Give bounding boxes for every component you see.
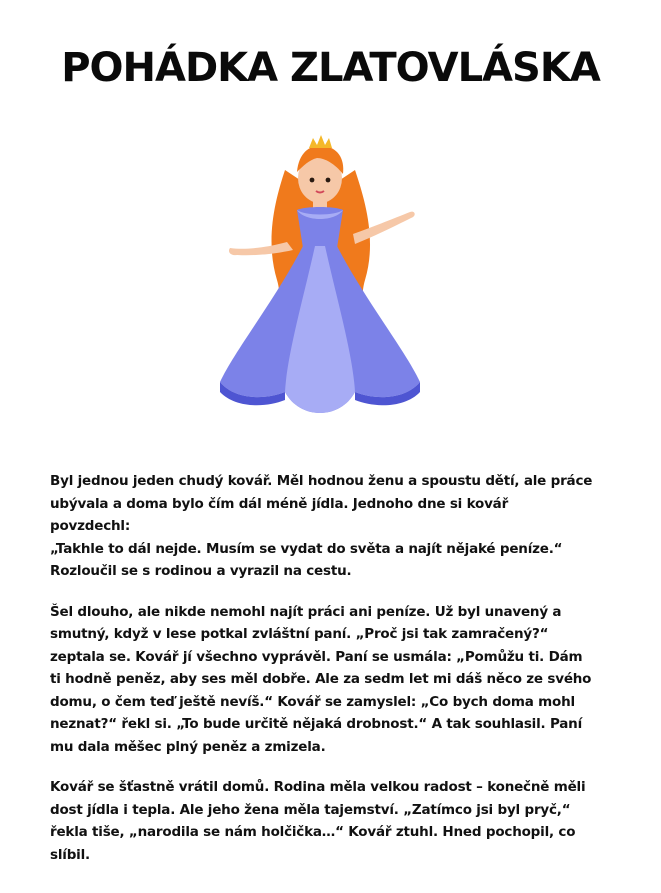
paragraph-3 bbox=[50, 776, 618, 866]
text-line: řekla tiše, „narodila se nám holčička…“ Kovář ztuhl. Hned pochopil, co bbox=[50, 824, 576, 840]
text-line: dost jídla i tepla. Ale jeho žena měla tajemství. „Zatímco jsi byl pryč,“ bbox=[50, 801, 571, 818]
text-line: Byl jednou jeden chudý kovář. Měl hodnou ženu a spoustu dětí, ale práce bbox=[50, 473, 593, 489]
story-text bbox=[50, 470, 618, 884]
text-line: neznat?“ řekl si. „To bude určitě nějaká drobnost.“ A tak souhlasil. Paní bbox=[50, 716, 583, 732]
paragraph-1 bbox=[50, 470, 618, 583]
text-line: slíbil. bbox=[50, 846, 90, 863]
text-line: domu, o čem teď ještě nevíš.“ Kovář se zamyslel: „Co bych doma mohl bbox=[50, 693, 575, 710]
text-line: zeptala se. Kovář jí všechno vyprávěl. Paní se usmála: „Pomůžu ti. Dám bbox=[50, 648, 583, 665]
text-line: smutný, když v lese potkal zvláštní paní. „Proč jsi tak zamračený?“ bbox=[50, 626, 549, 642]
text-line: mu dala měšec plný peněz a zmizela. bbox=[50, 738, 326, 755]
text-line: ubývala a doma bylo čím dál méně jídla. Jednoho dne si kovář bbox=[50, 495, 509, 512]
text-line: Kovář se šťastně vrátil domů. Rodina měla velkou radost – konečně měli bbox=[50, 779, 586, 795]
text-line: ti hodně peněz, aby ses měl dobře. Ale za sedm let mi dáš něco ze svého bbox=[50, 671, 592, 687]
page-title: POHÁDKA ZLATOVLÁSKA bbox=[61, 45, 600, 91]
text-line: Šel dlouho, ale nikde nemohl najít práci ani peníze. Už byl unavený a bbox=[50, 603, 562, 620]
text-line: „Takhle to dál nejde. Musím se vydat do světa a najít nějaké peníze.“ bbox=[50, 540, 563, 557]
paragraph-2 bbox=[50, 601, 618, 759]
text-line: Rozloučil se s rodinou a vyrazil na cestu. bbox=[50, 563, 352, 579]
text-line: povzdechl: bbox=[50, 518, 131, 534]
princess-icon bbox=[205, 130, 435, 440]
